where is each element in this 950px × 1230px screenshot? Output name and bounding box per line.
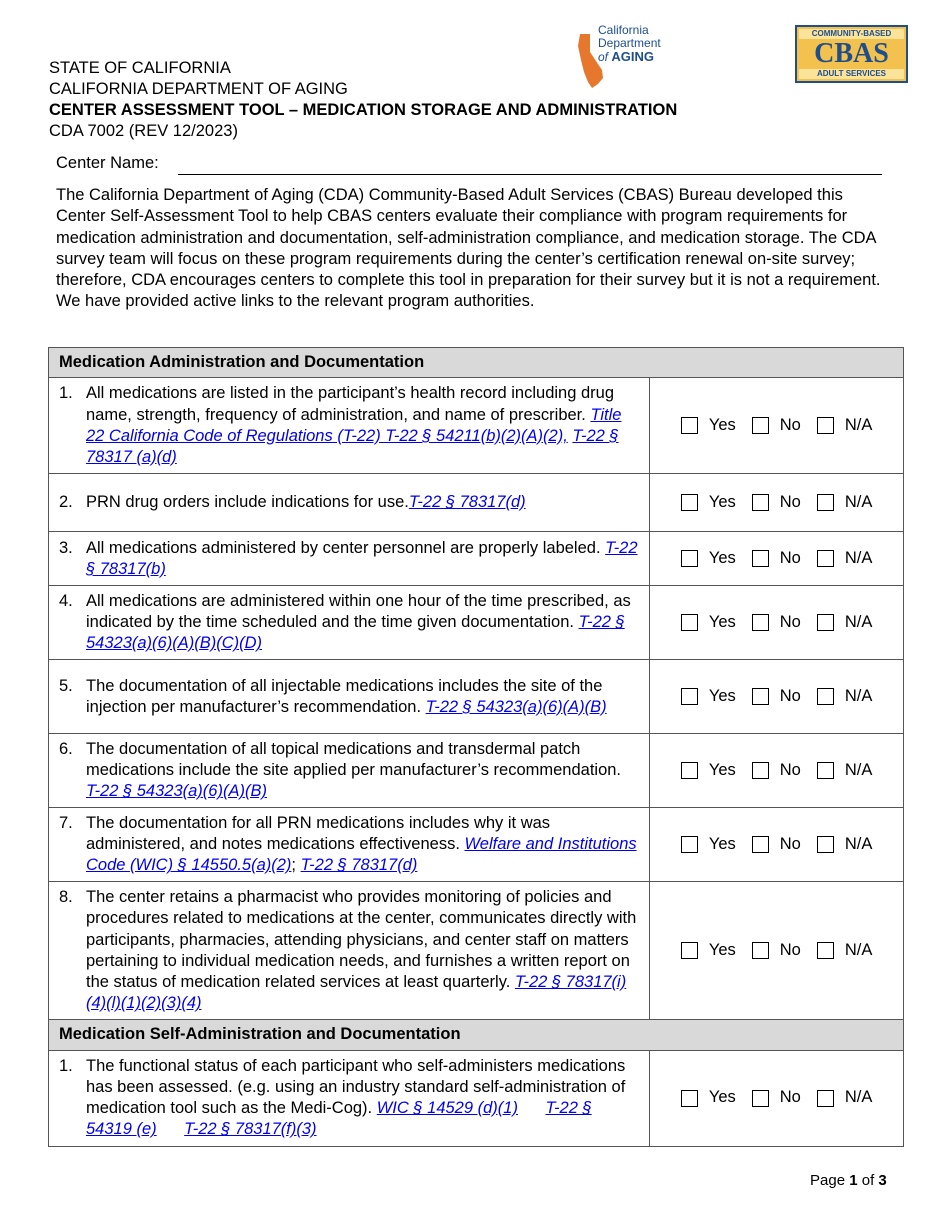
state-line: STATE OF CALIFORNIA	[49, 59, 231, 77]
yes-option[interactable]	[681, 492, 736, 513]
question-number: 1.	[59, 1056, 73, 1075]
yes-option[interactable]	[681, 834, 736, 855]
table-row	[49, 660, 904, 734]
question-cell	[49, 532, 650, 586]
page-total: 3	[878, 1172, 887, 1189]
no-option[interactable]	[752, 1087, 801, 1108]
answer-cell	[650, 734, 904, 808]
na-label: N/A	[844, 761, 873, 780]
question-text: PRN drug orders include indications for use.	[86, 493, 409, 512]
cda-logo-aging: AGING	[611, 49, 654, 64]
table-row	[49, 378, 904, 474]
na-checkbox[interactable]	[817, 494, 834, 511]
table-row	[49, 586, 904, 660]
yes-checkbox[interactable]	[681, 550, 698, 567]
answer-cell	[650, 378, 904, 474]
yes-label: Yes	[708, 835, 736, 854]
na-checkbox[interactable]	[817, 836, 834, 853]
no-option[interactable]	[752, 415, 801, 436]
department-line: CALIFORNIA DEPARTMENT OF AGING	[49, 80, 348, 98]
table-row	[49, 882, 904, 1020]
page-of: of	[861, 1172, 875, 1189]
regulation-link[interactable]: WIC § 14529 (d)(1)	[376, 1099, 518, 1118]
question-text: All medications are administered within one hour of the time prescribed, as indicated by the time scheduled and the time given documentation.	[86, 591, 631, 632]
na-label: N/A	[844, 493, 873, 512]
na-label: N/A	[844, 613, 873, 632]
yes-label: Yes	[708, 493, 736, 512]
no-label: No	[779, 941, 801, 960]
question-cell	[49, 378, 650, 474]
question-number: 8.	[59, 887, 73, 906]
na-label: N/A	[844, 416, 873, 435]
no-checkbox[interactable]	[752, 614, 769, 631]
no-label: No	[779, 835, 801, 854]
no-option[interactable]	[752, 760, 801, 781]
yes-label: Yes	[708, 941, 736, 960]
yes-label: Yes	[708, 687, 736, 706]
na-checkbox[interactable]	[817, 762, 834, 779]
question-cell: 7. The documentation for all PRN medications includes why it was administered, and notes medications effectiveness. Welfare and Institutions Code (WIC) § 14550.5(a)(2); T-22 § 78317(d)	[49, 808, 650, 882]
regulation-link[interactable]: T-22 § 78317(i)(4)(l)(1)(2)(3)(4)	[86, 973, 627, 1013]
page-current: 1	[849, 1172, 858, 1189]
question-cell	[49, 586, 650, 660]
answer-cell	[650, 474, 904, 532]
cda-logo-line1: California	[598, 23, 649, 37]
no-checkbox[interactable]	[752, 1090, 769, 1107]
yes-option[interactable]	[681, 548, 736, 569]
regulation-link[interactable]: T-22 § 54323(a)(6)(A)(B)(C)(D)	[86, 613, 625, 653]
question-cell	[49, 474, 650, 532]
regulation-link[interactable]: T-22 § 54323(a)(6)(A)(B)	[86, 782, 267, 801]
section-header: Medication Administration and Documentation	[49, 348, 904, 378]
question-number: 3.	[59, 538, 73, 557]
no-label: No	[779, 1088, 801, 1107]
page-title: CENTER ASSESSMENT TOOL – MEDICATION STORAGE AND ADMINISTRATION	[49, 101, 678, 119]
yes-checkbox[interactable]	[681, 614, 698, 631]
page-footer	[810, 1172, 887, 1189]
section-header: Medication Self-Administration and Documentation	[49, 1020, 904, 1050]
yes-checkbox[interactable]	[681, 942, 698, 959]
na-option[interactable]	[817, 760, 873, 781]
na-checkbox[interactable]	[817, 550, 834, 567]
regulation-link[interactable]: T-22 § 78317(b)	[86, 538, 638, 578]
answer-cell	[650, 660, 904, 734]
no-label: No	[779, 761, 801, 780]
na-checkbox[interactable]	[817, 688, 834, 705]
cda-logo-line2: Department	[598, 36, 661, 50]
center-name-label: Center Name:	[56, 154, 159, 172]
yes-checkbox[interactable]	[681, 762, 698, 779]
no-label: No	[779, 613, 801, 632]
no-option[interactable]	[752, 940, 801, 961]
yes-checkbox[interactable]	[681, 688, 698, 705]
no-checkbox[interactable]	[752, 494, 769, 511]
regulation-link[interactable]: T-22 § 54323(a)(6)(A)(B)	[425, 697, 607, 716]
yes-label: Yes	[708, 613, 736, 632]
yes-option[interactable]	[681, 940, 736, 961]
no-checkbox[interactable]	[752, 688, 769, 705]
na-label: N/A	[844, 687, 873, 706]
question-number: 2.	[59, 493, 73, 512]
yes-option[interactable]	[681, 686, 736, 707]
no-option[interactable]	[752, 492, 801, 513]
answer-cell	[650, 532, 904, 586]
na-option[interactable]	[817, 940, 873, 961]
answer-cell	[650, 882, 904, 1020]
no-option[interactable]	[752, 834, 801, 855]
na-label: N/A	[844, 941, 873, 960]
table-row	[49, 474, 904, 532]
yes-label: Yes	[708, 549, 736, 568]
yes-option[interactable]	[681, 415, 736, 436]
question-number: 7.	[59, 813, 73, 832]
intro-paragraph: The California Department of Aging (CDA) Community-Based Adult Services (CBAS) Bureau developed this Center Self-Assessment Tool to help CBAS centers evaluate their compliance with program requirements for medication administration and documentation, self-administration compliance, and medication storage. The CDA survey team will focus on these program requirements during the center’s certification renewal on-site survey; therefore, CDA encourages centers to complete this tool in preparation for their survey but it is not a requirement. We have provided active links to the relevant program authorities.	[56, 186, 881, 311]
na-option[interactable]	[817, 492, 873, 513]
cbas-logo	[795, 25, 908, 83]
question-cell	[49, 882, 650, 1020]
answer-cell	[650, 808, 904, 882]
question-text: The functional status of each participant who self-administers medications has been assessed. (e.g. using an industry standard self-administration of medication tool such as the Medi-Cog).	[86, 1056, 626, 1118]
no-option[interactable]	[752, 548, 801, 569]
regulation-link[interactable]: T-22 § 78317 (a)(d)	[86, 426, 619, 467]
question-text: All medications are listed in the participant’s health record including drug name, strength, frequency of administration, and name of prescriber.	[86, 384, 614, 424]
question-text: The center retains a pharmacist who provides monitoring of policies and procedures related to medications at the center, communicates directly with participants, pharmacies, attending physicians, and center staff on matters pertaining to individual medication needs, and furnishes a written report on the status of medication related services at least quarterly.	[86, 887, 637, 992]
cda-logo	[576, 22, 686, 88]
no-checkbox[interactable]	[752, 550, 769, 567]
yes-option[interactable]	[681, 1087, 736, 1108]
na-option[interactable]	[817, 415, 873, 436]
answer-cell	[650, 586, 904, 660]
question-cell	[49, 1050, 650, 1146]
cda-logo-of: of	[598, 50, 609, 64]
question-number: 1.	[59, 384, 73, 403]
no-label: No	[779, 687, 801, 706]
regulation-link[interactable]: T-22 § 78317(d)	[408, 493, 526, 512]
question-text: The documentation of all injectable medications includes the site of the injection per manufacturer’s recommendation.	[86, 676, 603, 716]
no-checkbox[interactable]	[752, 417, 769, 434]
table-row	[49, 808, 904, 882]
no-checkbox[interactable]	[752, 836, 769, 853]
na-checkbox[interactable]	[817, 1090, 834, 1107]
no-label: No	[779, 493, 801, 512]
regulation-link[interactable]: Welfare and Institutions Code (WIC) § 14550.5(a)(2)	[86, 835, 637, 875]
regulation-link[interactable]: T-22 § 78317(d)	[300, 856, 418, 875]
na-checkbox[interactable]	[817, 942, 834, 959]
question-text: All medications administered by center personnel are properly labeled.	[86, 538, 606, 557]
na-option[interactable]	[817, 612, 873, 633]
na-label: N/A	[844, 1088, 873, 1107]
table-row	[49, 1050, 904, 1146]
no-checkbox[interactable]	[752, 942, 769, 959]
yes-checkbox[interactable]	[681, 836, 698, 853]
question-cell	[49, 734, 650, 808]
cbas-logo-bot: ADULT SERVICES	[799, 69, 904, 79]
yes-label: Yes	[708, 761, 736, 780]
yes-label: Yes	[708, 1088, 736, 1107]
na-option[interactable]	[817, 548, 873, 569]
regulation-link[interactable]: Title 22 California Code of Regulations (T-22) T-22 § 54211(b)(2)(A)(2),	[86, 405, 622, 445]
yes-checkbox[interactable]	[681, 1090, 698, 1107]
center-name-field[interactable]	[178, 174, 882, 175]
question-cell	[49, 660, 650, 734]
yes-option[interactable]	[681, 760, 736, 781]
cbas-logo-top: COMMUNITY-BASED	[799, 29, 904, 39]
na-option[interactable]	[817, 686, 873, 707]
no-option[interactable]	[752, 686, 801, 707]
question-number: 5.	[59, 676, 73, 695]
assessment-table	[48, 347, 904, 1147]
page-label: Page	[810, 1172, 846, 1189]
na-option[interactable]	[817, 1087, 873, 1108]
form-id: CDA 7002 (REV 12/2023)	[49, 122, 238, 140]
question-number: 4.	[59, 591, 73, 610]
no-option[interactable]	[752, 612, 801, 633]
yes-checkbox[interactable]	[681, 494, 698, 511]
cbas-logo-mid: CBAS	[814, 38, 889, 69]
question-number: 6.	[59, 739, 73, 758]
na-label: N/A	[844, 549, 873, 568]
yes-checkbox[interactable]	[681, 417, 698, 434]
no-label: No	[779, 416, 801, 435]
table-row	[49, 532, 904, 586]
table-row	[49, 734, 904, 808]
regulation-link[interactable]: T-22 § 78317(f)(3)	[184, 1120, 317, 1139]
yes-label: Yes	[708, 416, 736, 435]
yes-option[interactable]	[681, 612, 736, 633]
na-label: N/A	[844, 835, 873, 854]
na-checkbox[interactable]	[817, 614, 834, 631]
question-text: The documentation of all topical medications and transdermal patch medications include the site applied per manufacturer’s recommendation.	[86, 739, 622, 780]
no-checkbox[interactable]	[752, 762, 769, 779]
na-option[interactable]	[817, 834, 873, 855]
na-checkbox[interactable]	[817, 417, 834, 434]
question-text: The documentation for all PRN medications includes why it was administered, and notes medications effectiveness.	[86, 813, 551, 854]
regulation-link[interactable]: T-22 § 54319 (e)	[86, 1099, 592, 1139]
answer-cell	[650, 1050, 904, 1146]
no-label: No	[779, 549, 801, 568]
